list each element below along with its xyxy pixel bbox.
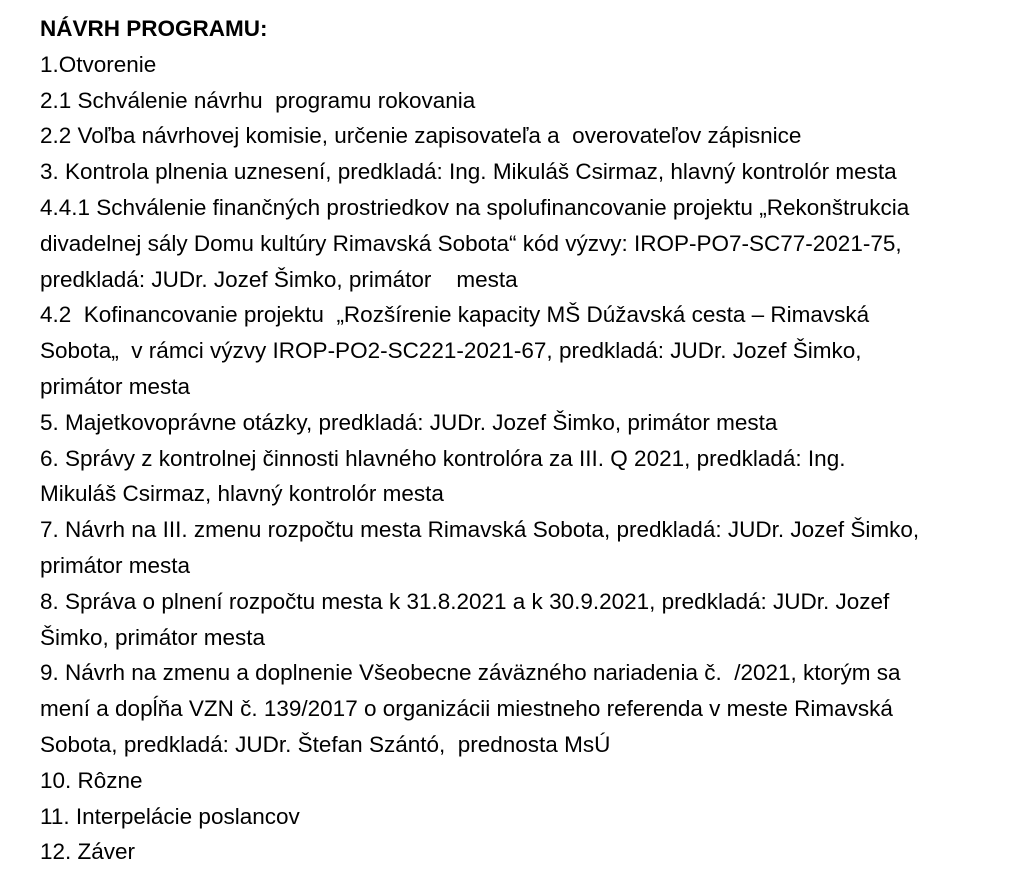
agenda-line: 4.2 Kofinancovanie projektu „Rozšírenie kapacity MŠ Dúžavská cesta – Rimavská	[40, 302, 870, 328]
agenda-line: 2.1 Schválenie návrhu programu rokovania	[40, 87, 476, 113]
agenda-line: 8. Správa o plnení rozpočtu mesta k 31.8.2021 a k 30.9.2021, predkladá: JUDr. Jozef	[40, 588, 890, 614]
agenda-line: primátor mesta	[40, 552, 191, 578]
agenda-line: 4.4.1 Schválenie finančných prostriedkov na spolufinancovanie projektu „Rekonštrukcia	[40, 194, 910, 220]
agenda-line: 7. Návrh na III. zmenu rozpočtu mesta Rimavská Sobota, predkladá: JUDr. Jozef Šimko,	[40, 517, 920, 543]
agenda-line: 11. Interpelácie poslancov	[40, 803, 300, 829]
document-heading: NÁVRH PROGRAMU:	[40, 16, 268, 41]
agenda-line: 12. Záver	[40, 839, 136, 865]
agenda-line: Mikuláš Csirmaz, hlavný kontrolór mesta	[40, 481, 444, 507]
agenda-line: 10. Rôzne	[40, 767, 143, 793]
agenda-line: 9. Návrh na zmenu a doplnenie Všeobecne záväzného nariadenia č. /2021, ktorým sa	[40, 660, 901, 686]
agenda-line: mení a dopĺňa VZN č. 139/2017 o organizácii miestneho referenda v meste Rimavská	[40, 696, 893, 722]
agenda-line: 3. Kontrola plnenia uznesení, predkladá: Ing. Mikuláš Csirmaz, hlavný kontrolór mesta	[40, 159, 897, 185]
agenda-lines	[40, 47, 1024, 870]
agenda-line: 6. Správy z kontrolnej činnosti hlavného kontrolóra za III. Q 2021, predkladá: Ing.	[40, 445, 846, 471]
agenda-line: primátor mesta	[40, 373, 191, 399]
agenda-line: Sobota„ v rámci výzvy IROP-PO2-SC221-2021-67, predkladá: JUDr. Jozef Šimko,	[40, 338, 862, 364]
agenda-line: divadelnej sály Domu kultúry Rimavská Sobota“ kód výzvy: IROP-PO7-SC77-2021-75,	[40, 230, 902, 256]
agenda-line: predkladá: JUDr. Jozef Šimko, primátor mesta	[40, 266, 518, 292]
agenda-line: Šimko, primátor mesta	[40, 624, 266, 650]
agenda-line: 5. Majetkovoprávne otázky, predkladá: JUDr. Jozef Šimko, primátor mesta	[40, 409, 778, 435]
agenda-line: Sobota, predkladá: JUDr. Štefan Szántó, prednosta MsÚ	[40, 731, 611, 757]
agenda-line: 1.Otvorenie	[40, 51, 157, 77]
agenda-line: 2.2 Voľba návrhovej komisie, určenie zapisovateľa a overovateľov zápisnice	[40, 123, 802, 149]
